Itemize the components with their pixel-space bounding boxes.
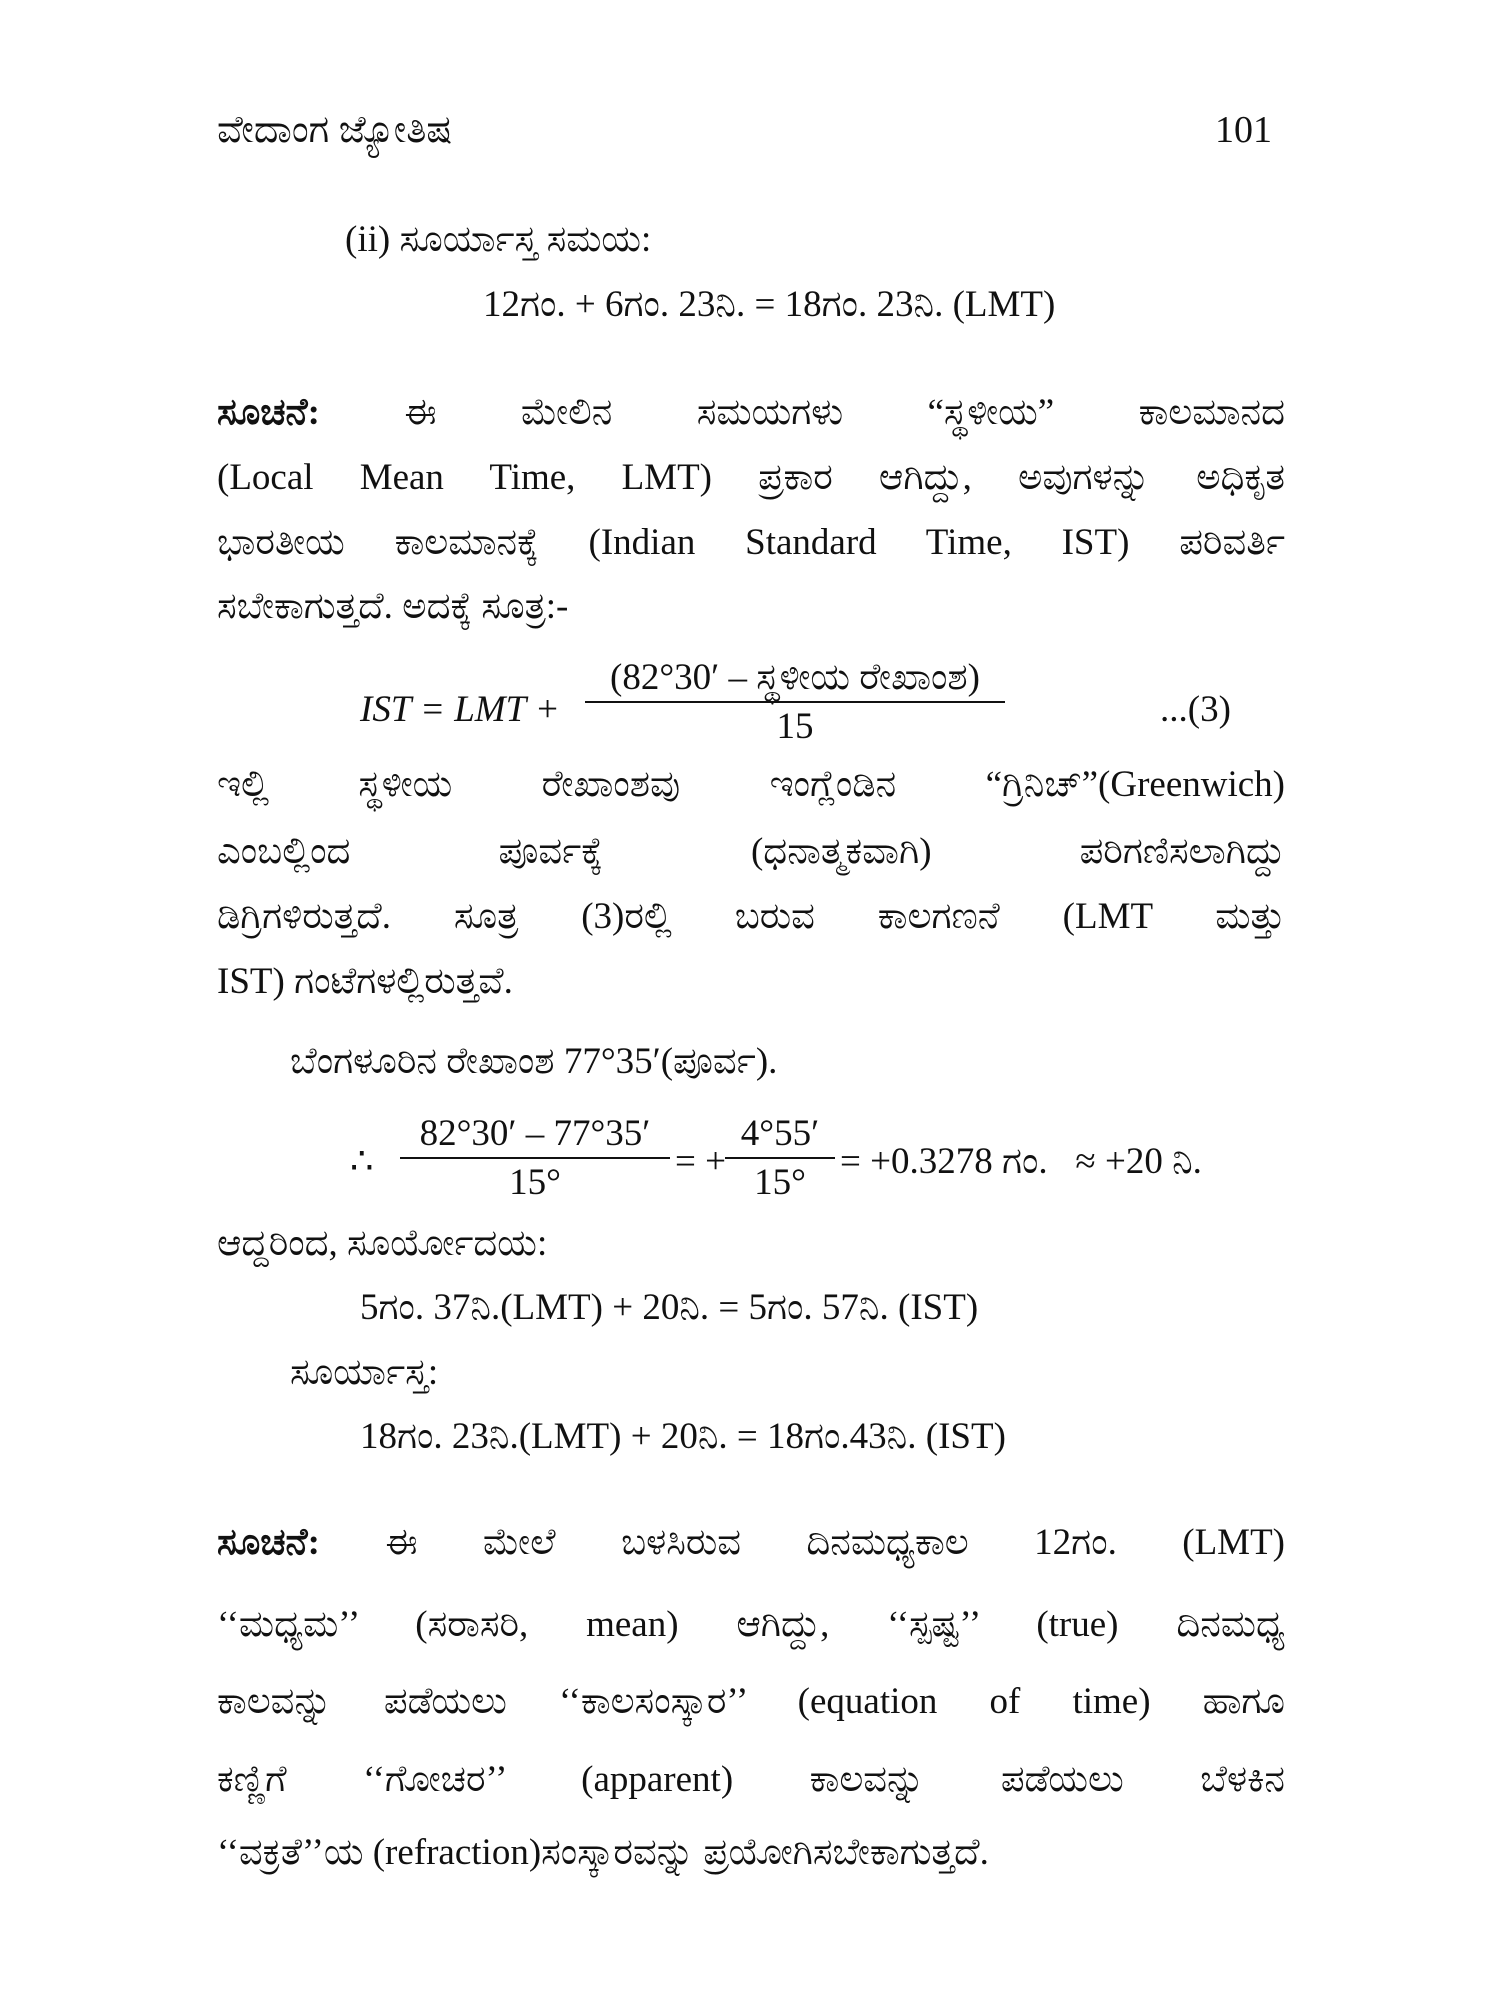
calc-fraction-1 [400,1112,670,1204]
formula-fraction [585,656,1005,748]
calc-numerator: 4°55′ [725,1112,835,1159]
note-text: ಈ ಮೇಲೆ ಬಳಸಿರುವ ದಿನಮಧ್ಯಕಾಲ 12ಗಂ. (LMT) [385,1522,1285,1563]
para-line: IST) ಗಂಟೆಗಳಲ್ಲಿರುತ್ತವೆ. [217,961,513,1002]
formula-denominator: 15 [776,706,814,747]
calc-numerator: 82°30′ – 77°35′ [400,1112,670,1159]
running-header-title: ವೇದಾಂಗ ಜ್ಯೋತಿಷ [217,109,453,151]
note-line: ಕಣ್ಣಿಗೆ ‘‘ಗೋಚರ’’ (apparent) ಕಾಲವನ್ನು ಪಡೆಯಲು ಬೆಳಕಿನ [217,1759,1285,1800]
equation-number: ...(3) [1160,689,1231,730]
para-line: ಡಿಗ್ರಿಗಳಿರುತ್ತದೆ. ಸೂತ್ರ (3)ರಲ್ಲಿ ಬರುವ ಕಾಲಗಣನೆ (LMT ಮತ್ತು [217,896,1285,937]
calc-denominator: 15° [754,1162,806,1203]
section-heading: (ii) ಸೂರ್ಯಾಸ್ತ ಸಮಯ: [345,219,652,260]
note-line: ಕಾಲವನ್ನು ಪಡೆಯಲು ‘‘ಕಾಲಸಂಸ್ಕಾರ’’ (equation of time) ಹಾಗೂ [217,1681,1285,1722]
page-number: 101 [1215,109,1272,151]
note-line: ‘‘ಮಧ್ಯಮ’’ (ಸರಾಸರಿ, mean) ಆಗಿದ್ದು, ‘‘ಸ್ಪಷ್ಟ’’ (true) ದಿನಮಧ್ಯ [217,1604,1285,1645]
note-label: ಸೂಚನೆ: [217,1522,320,1563]
note-line [217,391,1285,435]
hence-sunrise: ಆದ್ದರಿಂದ, ಸೂರ್ಯೋದಯ: [217,1223,548,1264]
note-line: ಸಬೇಕಾಗುತ್ತದೆ. ಅದಕ್ಕೆ ಸೂತ್ರ:- [217,586,569,627]
sunset-ist-equation: 18ಗಂ. 23ನಿ.(LMT) + 20ನಿ. = 18ಗಂ.43ನಿ. (IST) [360,1416,1006,1457]
sunset-equation: 12ಗಂ. + 6ಗಂ. 23ನಿ. = 18ಗಂ. 23ನಿ. (LMT) [483,284,1056,325]
formula-numerator: (82°30′ – ಸ್ಥಳೀಯ ರೇಖಾಂಶ) [585,656,1005,703]
note-label: ಸೂಚನೆ: [217,392,320,433]
note-line: ‘‘ವಕ್ರತೆ’’ಯ (refraction)ಸಂಸ್ಕಾರವನ್ನು ಪ್ರಯೋಗಿಸಬೇಕಾಗುತ್ತದೆ. [217,1832,989,1873]
calc-fraction-2 [725,1112,835,1204]
formula-lhs: IST = LMT + [360,689,560,730]
calc-denominator: 15° [509,1162,561,1203]
para-line: ಇಲ್ಲಿ ಸ್ಥಳೀಯ ರೇಖಾಂಶವು ಇಂಗ್ಲೆಂಡಿನ “ಗ್ರಿನಿಚ್”(Greenwich) [217,764,1285,805]
therefore-symbol: ∴ [350,1141,374,1182]
note-text: ಈ ಮೇಲಿನ ಸಮಯಗಳು “ಸ್ಥಳೀಯ” ಕಾಲಮಾನದ [404,392,1286,433]
bengaluru-longitude: ಬೆಂಗಳೂರಿನ ರೇಖಾಂಶ 77°35′(ಪೂರ್ವ). [290,1041,778,1082]
sunrise-equation: 5ಗಂ. 37ನಿ.(LMT) + 20ನಿ. = 5ಗಂ. 57ನಿ. (IST) [360,1287,979,1328]
para-line: ಎಂಬಲ್ಲಿಂದ ಪೂರ್ವಕ್ಕೆ (ಧನಾತ್ಮಕವಾಗಿ) ಪರಿಗಣಿಸಲಾಗಿದ್ದು [217,831,1285,872]
note-line: (Local Mean Time, LMT) ಪ್ರಕಾರ ಆಗಿದ್ದು, ಅವುಗಳನ್ನು ಅಧಿಕೃತ [217,457,1285,498]
calc-result: = +0.3278 ಗಂ. ≈ +20 ನಿ. [840,1141,1202,1182]
note-line: ಭಾರತೀಯ ಕಾಲಮಾನಕ್ಕೆ (Indian Standard Time, IST) ಪರಿವರ್ತಿ [217,522,1285,563]
sunset-label: ಸೂರ್ಯಾಸ್ತ: [290,1352,439,1393]
equals-plus: = + [675,1141,726,1182]
note-line [217,1521,1285,1565]
